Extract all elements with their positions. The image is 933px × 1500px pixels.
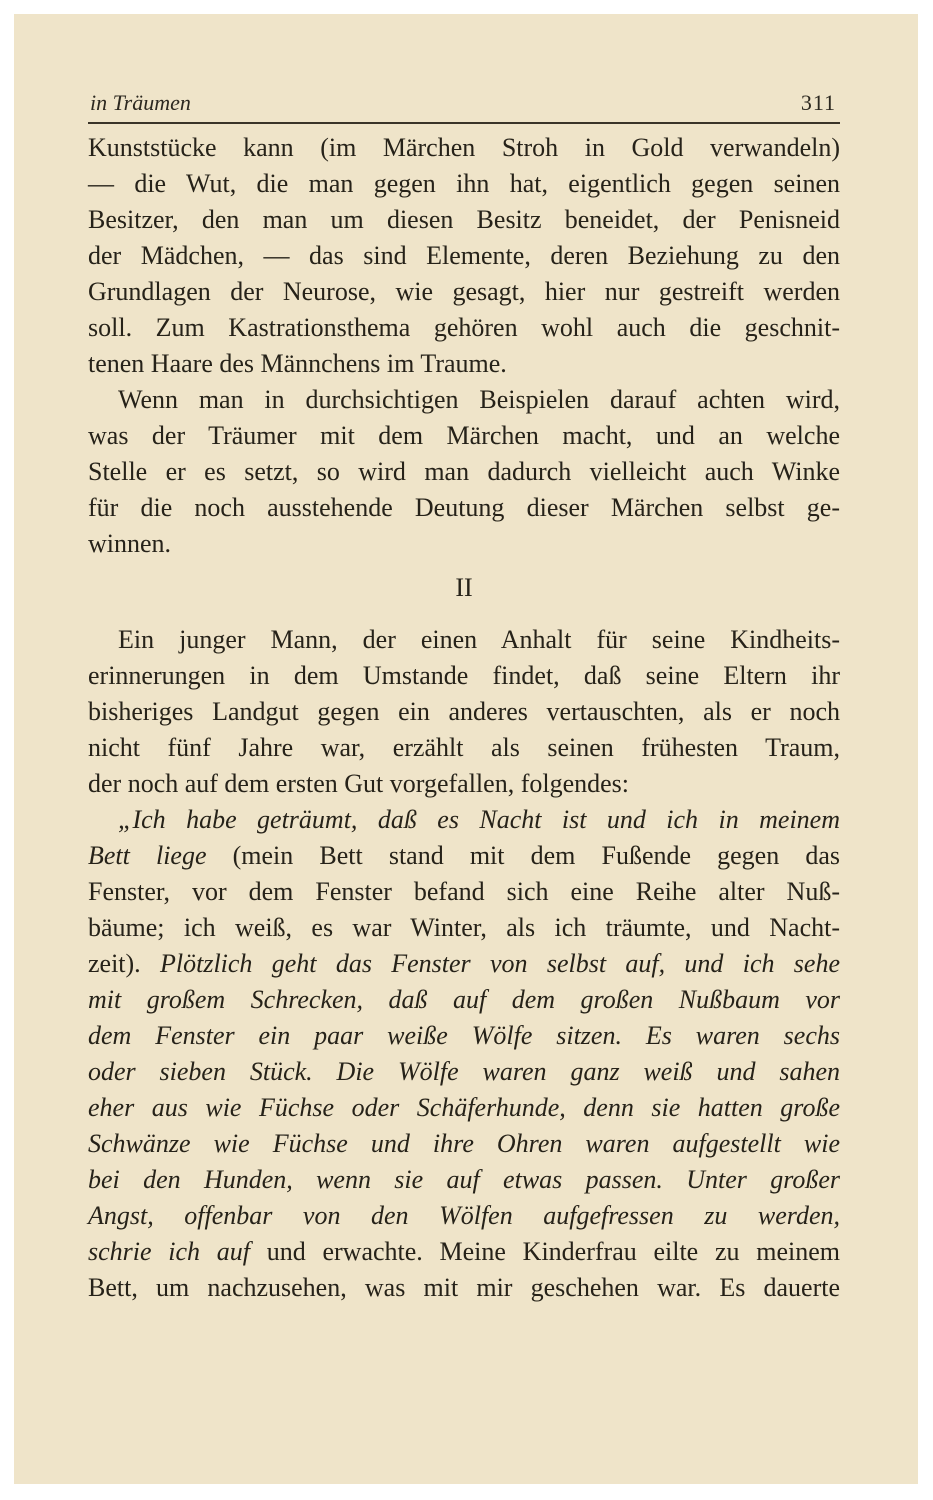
- text-line: Bett, um nachzusehen, was mit mir geschehen war. Es dauerte: [88, 1273, 840, 1302]
- italic-text: Schwänze wie Füchse und ihre Ohren waren aufgestellt wie: [88, 1129, 840, 1158]
- dream-quote: [88, 802, 840, 1306]
- text-line: bisheriges Landgut gegen ein anderes vertauschten, als er noch: [88, 697, 840, 726]
- italic-text: „Ich habe geträumt, daß es Nacht ist und ich in meinem: [118, 805, 840, 834]
- text-line: [88, 1162, 840, 1198]
- text-line: tenen Haare des Männchens im Traume.: [88, 349, 507, 378]
- roman-text: und erwachte. Meine Kinderfrau eilte zu meinem: [250, 1237, 840, 1266]
- text-line: Kunststücke kann (im Märchen Stroh in Gold verwandeln): [88, 133, 840, 162]
- italic-text: Plötzlich geht das Fenster von selbst auf, und ich sehe: [160, 949, 840, 978]
- text-line: [88, 838, 840, 874]
- text-line: winnen.: [88, 529, 172, 558]
- text-line: [88, 946, 840, 982]
- text-line: [88, 1126, 840, 1162]
- section-heading: II: [455, 573, 473, 602]
- text-line: Stelle er es setzt, so wird man dadurch vielleicht auch Winke: [88, 457, 840, 486]
- paragraph-3: [88, 622, 840, 802]
- italic-text: Bett liege: [88, 841, 207, 870]
- text-line: Ein junger Mann, der einen Anhalt für seine Kindheits-: [118, 625, 840, 654]
- text-line: [88, 982, 840, 1018]
- italic-text: oder sieben Stück. Die Wölfe waren ganz weiß und sahen: [88, 1057, 840, 1086]
- text-line: Grundlagen der Neurose, wie gesagt, hier nur gestreift werden: [88, 277, 840, 306]
- text-line: [88, 802, 840, 838]
- body-text: [88, 130, 840, 1306]
- text-line: was der Träumer mit dem Märchen macht, und an welche: [88, 421, 840, 450]
- text-line: der noch auf dem ersten Gut vorgefallen, folgendes:: [88, 769, 629, 798]
- italic-text: eher aus wie Füchse oder Schäferhunde, denn sie hatten große: [88, 1093, 840, 1122]
- roman-text: zeit).: [88, 949, 160, 978]
- text-line: Besitzer, den man um diesen Besitz beneidet, der Penisneid: [88, 205, 840, 234]
- paragraph-2: [88, 382, 840, 562]
- text-line: nicht fünf Jahre war, erzählt als seinen frühesten Traum,: [88, 733, 840, 762]
- italic-text: Angst, offenbar von den Wölfen aufgefressen zu werden,: [88, 1201, 840, 1230]
- italic-text: dem Fenster ein paar weiße Wölfe sitzen. Es waren sechs: [88, 1021, 840, 1050]
- paragraph-1: [88, 130, 840, 382]
- roman-text: (mein Bett stand mit dem Fußende gegen das: [206, 841, 840, 870]
- text-line: erinnerungen in dem Umstande findet, daß seine Eltern ihr: [88, 661, 840, 690]
- running-title: in Träumen: [90, 90, 191, 115]
- text-line: [88, 1018, 840, 1054]
- text-line: [88, 1198, 840, 1234]
- text-line: — die Wut, die man gegen ihn hat, eigentlich gegen seinen: [88, 169, 840, 198]
- text-line: [88, 1090, 840, 1126]
- book-page: [14, 14, 918, 1484]
- text-line: der Mädchen, — das sind Elemente, deren Beziehung zu den: [88, 241, 840, 270]
- text-line: bäume; ich weiß, es war Winter, als ich träumte, und Nacht-: [88, 913, 840, 942]
- italic-text: schrie ich auf: [88, 1237, 250, 1266]
- text-line: [88, 1054, 840, 1090]
- italic-text: bei den Hunden, wenn sie auf etwas passen. Unter großer: [88, 1165, 840, 1194]
- italic-text: mit großem Schrecken, daß auf dem großen Nußbaum vor: [88, 985, 840, 1014]
- text-line: soll. Zum Kastrationsthema gehören wohl auch die geschnit-: [88, 313, 840, 342]
- page-header: [88, 82, 840, 124]
- text-line: für die noch ausstehende Deutung dieser Märchen selbst ge-: [88, 493, 840, 522]
- page-number: 311: [800, 90, 836, 115]
- text-line: [88, 1234, 840, 1270]
- text-line: Fenster, vor dem Fenster befand sich eine Reihe alter Nuß-: [88, 877, 840, 906]
- text-line: Wenn man in durchsichtigen Beispielen darauf achten wird,: [118, 385, 840, 414]
